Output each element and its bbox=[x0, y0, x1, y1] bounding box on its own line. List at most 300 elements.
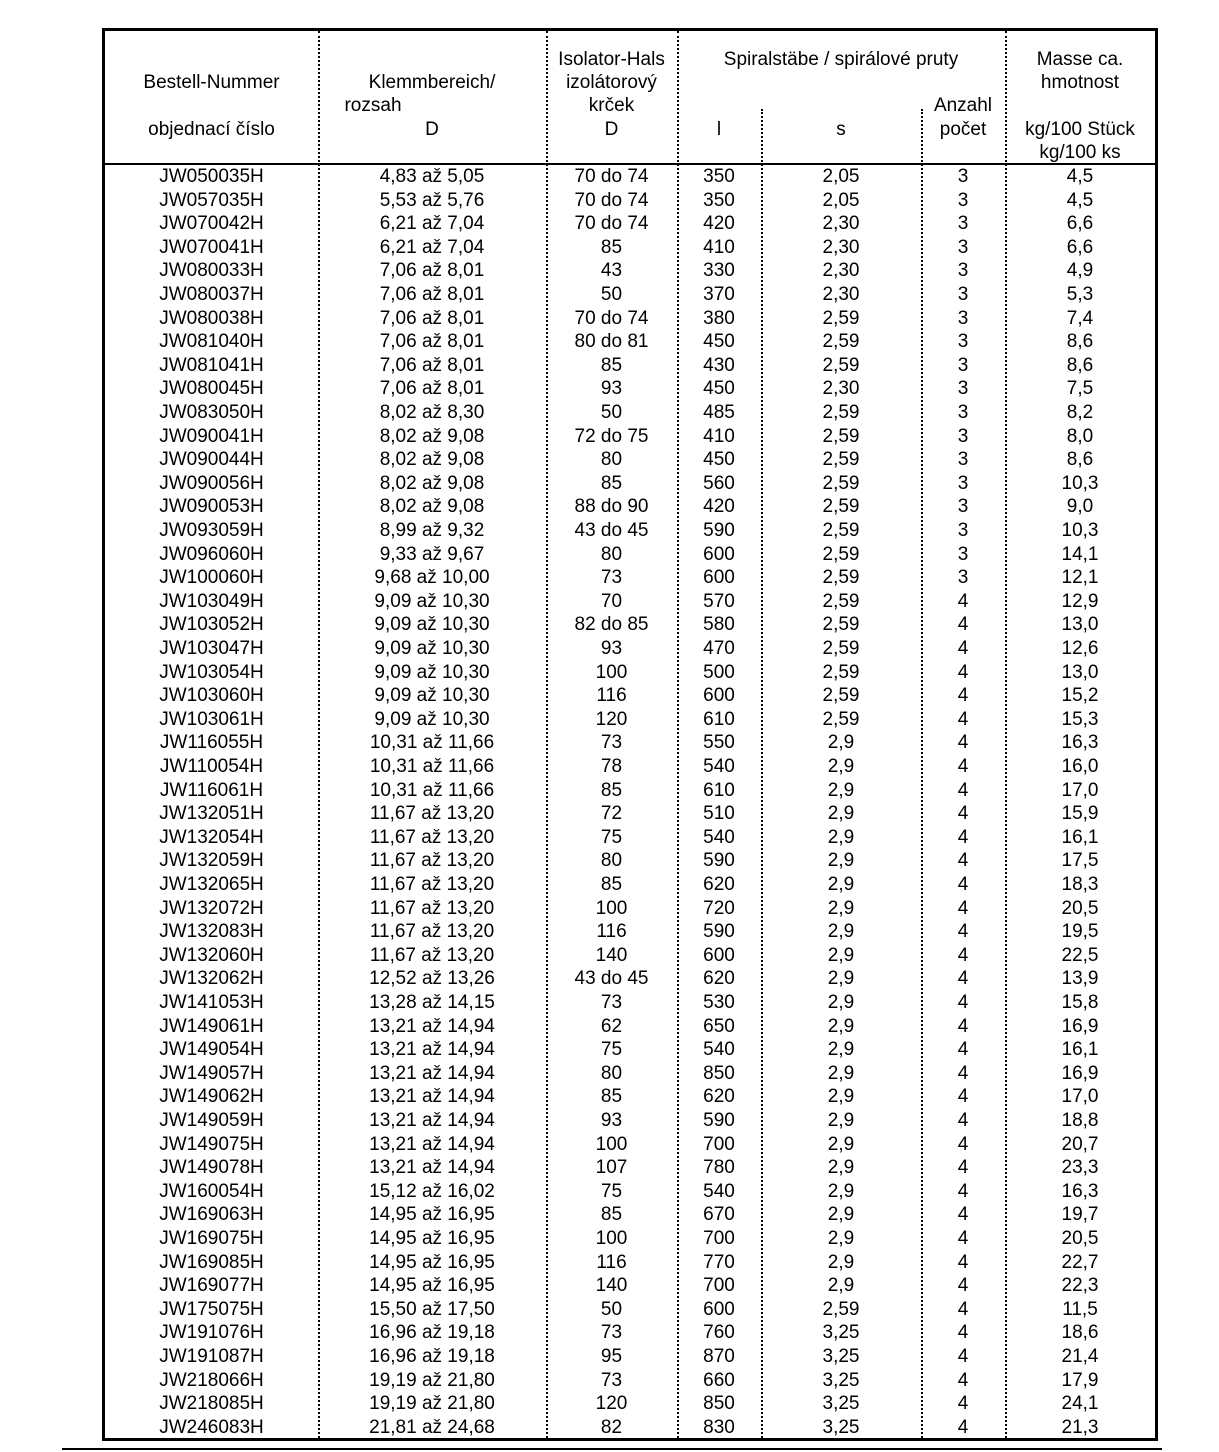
table-row bbox=[105, 519, 1155, 543]
cell-spiral-thickness: 2,59 bbox=[822, 685, 860, 707]
table-row bbox=[105, 1321, 1155, 1345]
cell-order-number: JW169063H bbox=[159, 1204, 264, 1226]
cell-order-number: JW149059H bbox=[159, 1110, 264, 1131]
cell-spiral-thickness: 2,05 bbox=[822, 189, 860, 211]
cell-spiral-thickness: 2,59 bbox=[822, 543, 860, 565]
cell-spiral-length: 350 bbox=[703, 189, 735, 211]
table-row bbox=[105, 1369, 1155, 1393]
cell-order-number: JW141053H bbox=[159, 992, 264, 1013]
cell-mass: 22,5 bbox=[1061, 944, 1099, 966]
cell-spiral-length: 540 bbox=[703, 826, 735, 848]
cell-spiral-count: 3 bbox=[957, 402, 969, 423]
cell-clamp-range: 9,09 až 10,30 bbox=[374, 638, 490, 659]
cell-mass: 6,6 bbox=[1066, 213, 1094, 235]
cell-insulator-neck: 70 do 74 bbox=[574, 213, 649, 235]
cell-clamp-range: 9,09 až 10,30 bbox=[374, 685, 490, 707]
cell-spiral-count: 3 bbox=[957, 472, 969, 494]
cell-spiral-count: 3 bbox=[957, 378, 969, 400]
cell-insulator-neck: 85 bbox=[600, 779, 623, 801]
cell-order-number: JW103054H bbox=[159, 661, 264, 683]
cell-mass: 13,9 bbox=[1061, 968, 1099, 990]
table-row bbox=[105, 1133, 1155, 1157]
cell-order-number: JW050035H bbox=[159, 166, 264, 187]
table-row bbox=[105, 944, 1155, 968]
cell-clamp-range: 13,21 až 14,94 bbox=[369, 1157, 495, 1179]
table-row bbox=[105, 472, 1155, 496]
cell-order-number: JW132059H bbox=[159, 850, 264, 872]
cell-order-number: JW057035H bbox=[159, 189, 264, 211]
table-row bbox=[105, 401, 1155, 425]
cell-spiral-thickness: 2,9 bbox=[827, 1133, 855, 1155]
cell-clamp-range: 13,21 až 14,94 bbox=[369, 1062, 495, 1084]
cell-spiral-length: 570 bbox=[703, 590, 735, 612]
cell-spiral-count: 4 bbox=[957, 1416, 969, 1438]
cell-mass: 8,6 bbox=[1066, 331, 1094, 353]
cell-mass: 5,3 bbox=[1066, 284, 1094, 305]
table-row bbox=[105, 873, 1155, 897]
product-table bbox=[102, 28, 1158, 1441]
header-spiral-length: l bbox=[716, 119, 722, 140]
table-row bbox=[105, 566, 1155, 590]
table-row bbox=[105, 425, 1155, 449]
cell-clamp-range: 21,81 až 24,68 bbox=[369, 1416, 495, 1438]
cell-spiral-count: 3 bbox=[957, 307, 969, 329]
cell-insulator-neck: 100 bbox=[595, 1133, 628, 1155]
cell-order-number: JW083050H bbox=[159, 402, 264, 423]
cell-clamp-range: 14,95 až 16,95 bbox=[369, 1275, 495, 1297]
cell-spiral-thickness: 2,59 bbox=[822, 472, 860, 494]
cell-spiral-count: 4 bbox=[957, 1322, 969, 1344]
cell-order-number: JW149061H bbox=[159, 1015, 264, 1037]
cell-insulator-neck: 80 bbox=[600, 543, 623, 565]
cell-spiral-length: 410 bbox=[703, 425, 735, 447]
cell-spiral-length: 770 bbox=[703, 1251, 735, 1273]
cell-spiral-thickness: 2,59 bbox=[822, 1298, 860, 1320]
table-row bbox=[105, 826, 1155, 850]
cell-spiral-count: 3 bbox=[957, 425, 969, 447]
cell-order-number: JW218066H bbox=[159, 1369, 264, 1391]
table-row bbox=[105, 307, 1155, 331]
table-row bbox=[105, 165, 1155, 189]
cell-spiral-length: 620 bbox=[703, 874, 735, 895]
cell-spiral-count: 4 bbox=[957, 1157, 969, 1179]
cell-spiral-count: 4 bbox=[957, 921, 969, 943]
cell-spiral-thickness: 2,9 bbox=[827, 1180, 855, 1202]
cell-spiral-length: 700 bbox=[703, 1228, 735, 1249]
cell-mass: 8,0 bbox=[1066, 425, 1094, 447]
cell-spiral-thickness: 2,9 bbox=[827, 1228, 855, 1249]
cell-mass: 15,9 bbox=[1061, 803, 1099, 825]
cell-spiral-length: 420 bbox=[703, 496, 735, 518]
cell-spiral-thickness: 2,59 bbox=[822, 425, 860, 447]
cell-spiral-thickness: 2,9 bbox=[827, 992, 855, 1013]
cell-spiral-length: 660 bbox=[703, 1369, 735, 1391]
cell-mass: 15,2 bbox=[1061, 685, 1099, 707]
table-row bbox=[105, 1203, 1155, 1227]
cell-clamp-range: 10,31 až 11,66 bbox=[369, 732, 495, 754]
cell-spiral-length: 550 bbox=[703, 732, 735, 754]
cell-spiral-thickness: 2,9 bbox=[827, 756, 855, 777]
cell-order-number: JW103061H bbox=[159, 708, 264, 730]
cell-spiral-thickness: 3,25 bbox=[822, 1369, 860, 1391]
cell-spiral-count: 4 bbox=[957, 1369, 969, 1391]
table-row bbox=[105, 920, 1155, 944]
cell-insulator-neck: 73 bbox=[600, 992, 623, 1013]
cell-insulator-neck: 70 do 74 bbox=[574, 166, 649, 187]
cell-order-number: JW093059H bbox=[159, 520, 264, 541]
cell-spiral-count: 4 bbox=[957, 708, 969, 730]
cell-spiral-thickness: 2,30 bbox=[822, 236, 860, 258]
cell-spiral-length: 380 bbox=[703, 307, 735, 329]
cell-spiral-count: 4 bbox=[957, 1133, 969, 1155]
table-row bbox=[105, 590, 1155, 614]
cell-spiral-thickness: 2,9 bbox=[827, 874, 855, 895]
cell-clamp-range: 6,21 až 7,04 bbox=[379, 213, 485, 235]
cell-spiral-count: 4 bbox=[957, 756, 969, 777]
cell-spiral-thickness: 2,9 bbox=[827, 850, 855, 872]
cell-spiral-thickness: 3,25 bbox=[822, 1322, 860, 1344]
table-row bbox=[105, 637, 1155, 661]
cell-spiral-thickness: 2,9 bbox=[827, 826, 855, 848]
cell-insulator-neck: 73 bbox=[600, 732, 623, 754]
cell-spiral-count: 4 bbox=[957, 1062, 969, 1084]
cell-order-number: JW080038H bbox=[159, 307, 264, 329]
cell-mass: 16,3 bbox=[1061, 732, 1099, 754]
cell-clamp-range: 8,02 až 9,08 bbox=[379, 425, 485, 447]
cell-mass: 8,6 bbox=[1066, 449, 1094, 471]
cell-mass: 16,9 bbox=[1061, 1015, 1099, 1037]
cell-clamp-range: 7,06 až 8,01 bbox=[379, 331, 485, 353]
table-row bbox=[105, 283, 1155, 307]
cell-mass: 17,0 bbox=[1061, 1086, 1099, 1108]
cell-spiral-length: 590 bbox=[703, 1110, 735, 1131]
cell-mass: 17,5 bbox=[1061, 850, 1099, 872]
cell-spiral-length: 850 bbox=[703, 1062, 735, 1084]
cell-order-number: JW090044H bbox=[159, 449, 264, 471]
cell-mass: 22,3 bbox=[1061, 1275, 1099, 1297]
cell-spiral-count: 4 bbox=[957, 992, 969, 1013]
cell-order-number: JW080037H bbox=[159, 284, 264, 305]
cell-mass: 13,0 bbox=[1061, 614, 1099, 636]
table-row bbox=[105, 259, 1155, 283]
cell-spiral-count: 4 bbox=[957, 614, 969, 636]
cell-spiral-thickness: 3,25 bbox=[822, 1416, 860, 1438]
cell-insulator-neck: 80 bbox=[600, 850, 623, 872]
cell-spiral-length: 540 bbox=[703, 756, 735, 777]
header-mass-unit-de: kg/100 Stück bbox=[1025, 119, 1135, 140]
cell-spiral-count: 4 bbox=[957, 1298, 969, 1320]
cell-spiral-count: 4 bbox=[957, 826, 969, 848]
cell-insulator-neck: 70 do 74 bbox=[574, 189, 649, 211]
cell-mass: 10,3 bbox=[1061, 472, 1099, 494]
cell-mass: 16,9 bbox=[1061, 1062, 1099, 1084]
cell-spiral-length: 430 bbox=[703, 354, 735, 376]
cell-order-number: JW191076H bbox=[159, 1322, 264, 1344]
cell-spiral-thickness: 2,9 bbox=[827, 1015, 855, 1037]
cell-clamp-range: 8,02 až 9,08 bbox=[379, 449, 485, 471]
table-row bbox=[105, 613, 1155, 637]
header-insulator-neck-cz: izolátorový bbox=[566, 72, 657, 93]
cell-mass: 7,4 bbox=[1066, 307, 1094, 329]
cell-order-number: JW080045H bbox=[159, 378, 264, 400]
cell-spiral-thickness: 2,9 bbox=[827, 1157, 855, 1179]
cell-spiral-count: 4 bbox=[957, 1251, 969, 1273]
cell-clamp-range: 16,96 až 19,18 bbox=[369, 1322, 495, 1344]
cell-clamp-range: 19,19 až 21,80 bbox=[369, 1393, 495, 1415]
cell-mass: 12,6 bbox=[1061, 638, 1099, 659]
cell-mass: 17,0 bbox=[1061, 779, 1099, 801]
table-row bbox=[105, 1274, 1155, 1298]
cell-spiral-thickness: 2,30 bbox=[822, 213, 860, 235]
cell-order-number: JW116055H bbox=[159, 732, 264, 754]
cell-clamp-range: 10,31 až 11,66 bbox=[369, 779, 495, 801]
cell-spiral-count: 4 bbox=[957, 732, 969, 754]
cell-spiral-count: 3 bbox=[957, 166, 969, 187]
cell-insulator-neck: 73 bbox=[600, 1322, 623, 1344]
cell-spiral-thickness: 2,9 bbox=[827, 968, 855, 990]
cell-spiral-length: 470 bbox=[703, 638, 735, 659]
table-row bbox=[105, 236, 1155, 260]
cell-order-number: JW103049H bbox=[159, 590, 264, 612]
cell-spiral-length: 620 bbox=[703, 1086, 735, 1108]
cell-insulator-neck: 85 bbox=[600, 354, 623, 376]
cell-insulator-neck: 88 do 90 bbox=[574, 496, 649, 518]
cell-clamp-range: 9,09 až 10,30 bbox=[374, 661, 490, 683]
cell-spiral-count: 4 bbox=[957, 968, 969, 990]
cell-clamp-range: 5,53 až 5,76 bbox=[379, 189, 485, 211]
cell-order-number: JW132083H bbox=[159, 921, 264, 943]
cell-spiral-count: 3 bbox=[957, 496, 969, 518]
cell-mass: 24,1 bbox=[1061, 1393, 1099, 1415]
cell-clamp-range: 4,83 až 5,05 bbox=[379, 166, 485, 187]
cell-mass: 13,0 bbox=[1061, 661, 1099, 683]
cell-spiral-length: 590 bbox=[703, 520, 735, 541]
cell-clamp-range: 14,95 až 16,95 bbox=[369, 1204, 495, 1226]
cell-spiral-count: 3 bbox=[957, 354, 969, 376]
cell-spiral-count: 4 bbox=[957, 590, 969, 612]
page-bottom-rule bbox=[62, 1448, 1162, 1450]
cell-clamp-range: 9,09 až 10,30 bbox=[374, 590, 490, 612]
header-clamp-range-cz: rozsah bbox=[344, 95, 402, 116]
table-row bbox=[105, 1227, 1155, 1251]
cell-insulator-neck: 70 bbox=[600, 590, 623, 612]
cell-mass: 18,8 bbox=[1061, 1110, 1099, 1131]
header-mass-de: Masse ca. bbox=[1036, 49, 1124, 70]
cell-spiral-length: 870 bbox=[703, 1346, 735, 1367]
cell-clamp-range: 13,28 až 14,15 bbox=[369, 992, 495, 1013]
cell-mass: 14,1 bbox=[1061, 543, 1099, 565]
cell-order-number: JW160054H bbox=[159, 1180, 264, 1202]
cell-order-number: JW081041H bbox=[159, 354, 264, 376]
cell-mass: 21,3 bbox=[1061, 1416, 1099, 1438]
cell-spiral-thickness: 2,59 bbox=[822, 331, 860, 353]
cell-spiral-length: 560 bbox=[703, 472, 735, 494]
table-row bbox=[105, 755, 1155, 779]
cell-spiral-count: 4 bbox=[957, 779, 969, 801]
cell-spiral-count: 4 bbox=[957, 897, 969, 919]
cell-spiral-length: 350 bbox=[703, 166, 735, 187]
cell-clamp-range: 8,02 až 9,08 bbox=[379, 472, 485, 494]
cell-insulator-neck: 50 bbox=[600, 1298, 623, 1320]
cell-insulator-neck: 75 bbox=[600, 826, 623, 848]
cell-spiral-thickness: 2,30 bbox=[822, 260, 860, 282]
cell-insulator-neck: 75 bbox=[600, 1039, 623, 1061]
cell-order-number: JW132054H bbox=[159, 826, 264, 848]
table-row bbox=[105, 377, 1155, 401]
cell-mass: 22,7 bbox=[1061, 1251, 1099, 1273]
cell-order-number: JW169085H bbox=[159, 1251, 264, 1273]
cell-insulator-neck: 43 do 45 bbox=[574, 520, 649, 541]
table-row bbox=[105, 661, 1155, 685]
cell-spiral-length: 370 bbox=[703, 284, 735, 305]
cell-spiral-thickness: 3,25 bbox=[822, 1393, 860, 1415]
cell-spiral-thickness: 2,59 bbox=[822, 638, 860, 659]
cell-spiral-count: 3 bbox=[957, 520, 969, 541]
cell-spiral-length: 600 bbox=[703, 567, 735, 589]
cell-order-number: JW096060H bbox=[159, 543, 264, 565]
header-order-number-cz: objednací číslo bbox=[148, 119, 275, 140]
table-row bbox=[105, 684, 1155, 708]
cell-spiral-count: 3 bbox=[957, 284, 969, 305]
table-row bbox=[105, 1345, 1155, 1369]
cell-spiral-thickness: 2,9 bbox=[827, 1204, 855, 1226]
cell-spiral-thickness: 2,9 bbox=[827, 1110, 855, 1131]
cell-clamp-range: 11,67 až 13,20 bbox=[369, 826, 495, 848]
cell-clamp-range: 13,21 až 14,94 bbox=[369, 1133, 495, 1155]
cell-spiral-count: 4 bbox=[957, 1110, 969, 1131]
cell-clamp-range: 15,12 až 16,02 bbox=[369, 1180, 495, 1202]
cell-spiral-length: 450 bbox=[703, 331, 735, 353]
cell-spiral-length: 510 bbox=[703, 803, 735, 825]
cell-clamp-range: 12,52 až 13,26 bbox=[369, 968, 495, 990]
cell-order-number: JW191087H bbox=[159, 1346, 264, 1367]
cell-order-number: JW132062H bbox=[159, 968, 264, 990]
cell-insulator-neck: 80 do 81 bbox=[574, 331, 649, 353]
cell-spiral-count: 3 bbox=[957, 543, 969, 565]
cell-spiral-length: 600 bbox=[703, 543, 735, 565]
cell-mass: 16,1 bbox=[1061, 1039, 1099, 1061]
cell-spiral-thickness: 2,9 bbox=[827, 1039, 855, 1061]
cell-clamp-range: 6,21 až 7,04 bbox=[379, 236, 485, 258]
header-mass-unit-cz: kg/100 ks bbox=[1039, 142, 1121, 163]
cell-spiral-count: 4 bbox=[957, 1275, 969, 1297]
cell-insulator-neck: 100 bbox=[595, 1228, 628, 1249]
cell-spiral-thickness: 2,9 bbox=[827, 1086, 855, 1108]
cell-spiral-thickness: 2,9 bbox=[827, 921, 855, 943]
header-insulator-neck-de: Isolator-Hals bbox=[558, 49, 665, 70]
cell-insulator-neck: 73 bbox=[600, 567, 623, 589]
cell-spiral-length: 485 bbox=[703, 402, 735, 423]
cell-insulator-neck: 93 bbox=[600, 378, 623, 400]
cell-spiral-length: 580 bbox=[703, 614, 735, 636]
cell-order-number: JW081040H bbox=[159, 331, 264, 353]
cell-spiral-count: 3 bbox=[957, 567, 969, 589]
cell-mass: 8,2 bbox=[1066, 402, 1094, 423]
cell-order-number: JW132051H bbox=[159, 803, 264, 825]
cell-clamp-range: 11,67 až 13,20 bbox=[369, 850, 495, 872]
cell-order-number: JW090056H bbox=[159, 472, 264, 494]
cell-spiral-count: 3 bbox=[957, 260, 969, 282]
cell-clamp-range: 16,96 až 19,18 bbox=[369, 1346, 495, 1367]
cell-spiral-count: 4 bbox=[957, 1346, 969, 1367]
cell-spiral-length: 450 bbox=[703, 378, 735, 400]
header-mass-cz: hmotnost bbox=[1040, 72, 1120, 93]
cell-spiral-thickness: 2,59 bbox=[822, 496, 860, 518]
cell-order-number: JW080033H bbox=[159, 260, 264, 282]
cell-insulator-neck: 78 bbox=[600, 756, 623, 777]
cell-insulator-neck: 120 bbox=[595, 708, 628, 730]
cell-mass: 20,5 bbox=[1061, 897, 1099, 919]
cell-insulator-neck: 85 bbox=[600, 874, 623, 895]
cell-mass: 12,1 bbox=[1061, 567, 1099, 589]
cell-spiral-length: 540 bbox=[703, 1180, 735, 1202]
cell-spiral-length: 670 bbox=[703, 1204, 735, 1226]
cell-mass: 12,9 bbox=[1061, 590, 1099, 612]
cell-spiral-count: 4 bbox=[957, 1228, 969, 1249]
table-row bbox=[105, 1298, 1155, 1322]
cell-spiral-thickness: 2,9 bbox=[827, 1062, 855, 1084]
cell-spiral-length: 610 bbox=[703, 708, 735, 730]
cell-insulator-neck: 80 bbox=[600, 1062, 623, 1084]
table-row bbox=[105, 212, 1155, 236]
cell-spiral-thickness: 2,9 bbox=[827, 944, 855, 966]
cell-spiral-length: 590 bbox=[703, 850, 735, 872]
cell-clamp-range: 7,06 až 8,01 bbox=[379, 378, 485, 400]
cell-insulator-neck: 75 bbox=[600, 1180, 623, 1202]
cell-mass: 11,5 bbox=[1062, 1298, 1098, 1320]
cell-insulator-neck: 140 bbox=[595, 1275, 628, 1297]
cell-mass: 4,9 bbox=[1066, 260, 1094, 282]
cell-insulator-neck: 80 bbox=[600, 449, 623, 471]
cell-spiral-thickness: 2,30 bbox=[822, 284, 860, 305]
cell-spiral-count: 4 bbox=[957, 1015, 969, 1037]
cell-order-number: JW169077H bbox=[159, 1275, 264, 1297]
cell-spiral-count: 3 bbox=[957, 449, 969, 471]
table-row bbox=[105, 495, 1155, 519]
table-row bbox=[105, 354, 1155, 378]
cell-spiral-thickness: 3,25 bbox=[822, 1346, 860, 1367]
cell-clamp-range: 11,67 až 13,20 bbox=[369, 874, 495, 895]
cell-clamp-range: 7,06 až 8,01 bbox=[379, 260, 485, 282]
cell-clamp-range: 8,02 až 9,08 bbox=[379, 496, 485, 518]
cell-clamp-range: 11,67 až 13,20 bbox=[369, 944, 495, 966]
cell-insulator-neck: 72 do 75 bbox=[574, 425, 649, 447]
cell-order-number: JW132065H bbox=[159, 874, 264, 895]
cell-insulator-neck: 43 do 45 bbox=[574, 968, 649, 990]
cell-clamp-range: 13,21 až 14,94 bbox=[369, 1015, 495, 1037]
table-row bbox=[105, 1109, 1155, 1133]
cell-spiral-count: 4 bbox=[957, 1393, 969, 1415]
table-row bbox=[105, 897, 1155, 921]
cell-spiral-thickness: 2,9 bbox=[827, 1251, 855, 1273]
cell-order-number: JW070042H bbox=[159, 213, 264, 235]
cell-mass: 19,5 bbox=[1061, 921, 1099, 943]
cell-insulator-neck: 82 do 85 bbox=[574, 614, 649, 636]
cell-mass: 20,5 bbox=[1061, 1228, 1099, 1249]
cell-mass: 6,6 bbox=[1066, 236, 1094, 258]
cell-spiral-length: 830 bbox=[703, 1416, 735, 1438]
cell-spiral-length: 610 bbox=[703, 779, 735, 801]
cell-insulator-neck: 85 bbox=[600, 472, 623, 494]
cell-clamp-range: 13,21 až 14,94 bbox=[369, 1086, 495, 1108]
cell-spiral-thickness: 2,59 bbox=[822, 661, 860, 683]
cell-spiral-thickness: 2,59 bbox=[822, 402, 860, 423]
cell-spiral-thickness: 2,59 bbox=[822, 590, 860, 612]
cell-clamp-range: 13,21 až 14,94 bbox=[369, 1039, 495, 1061]
cell-clamp-range: 9,09 až 10,30 bbox=[374, 614, 490, 636]
cell-mass: 15,8 bbox=[1061, 992, 1099, 1013]
cell-clamp-range: 10,31 až 11,66 bbox=[369, 756, 495, 777]
